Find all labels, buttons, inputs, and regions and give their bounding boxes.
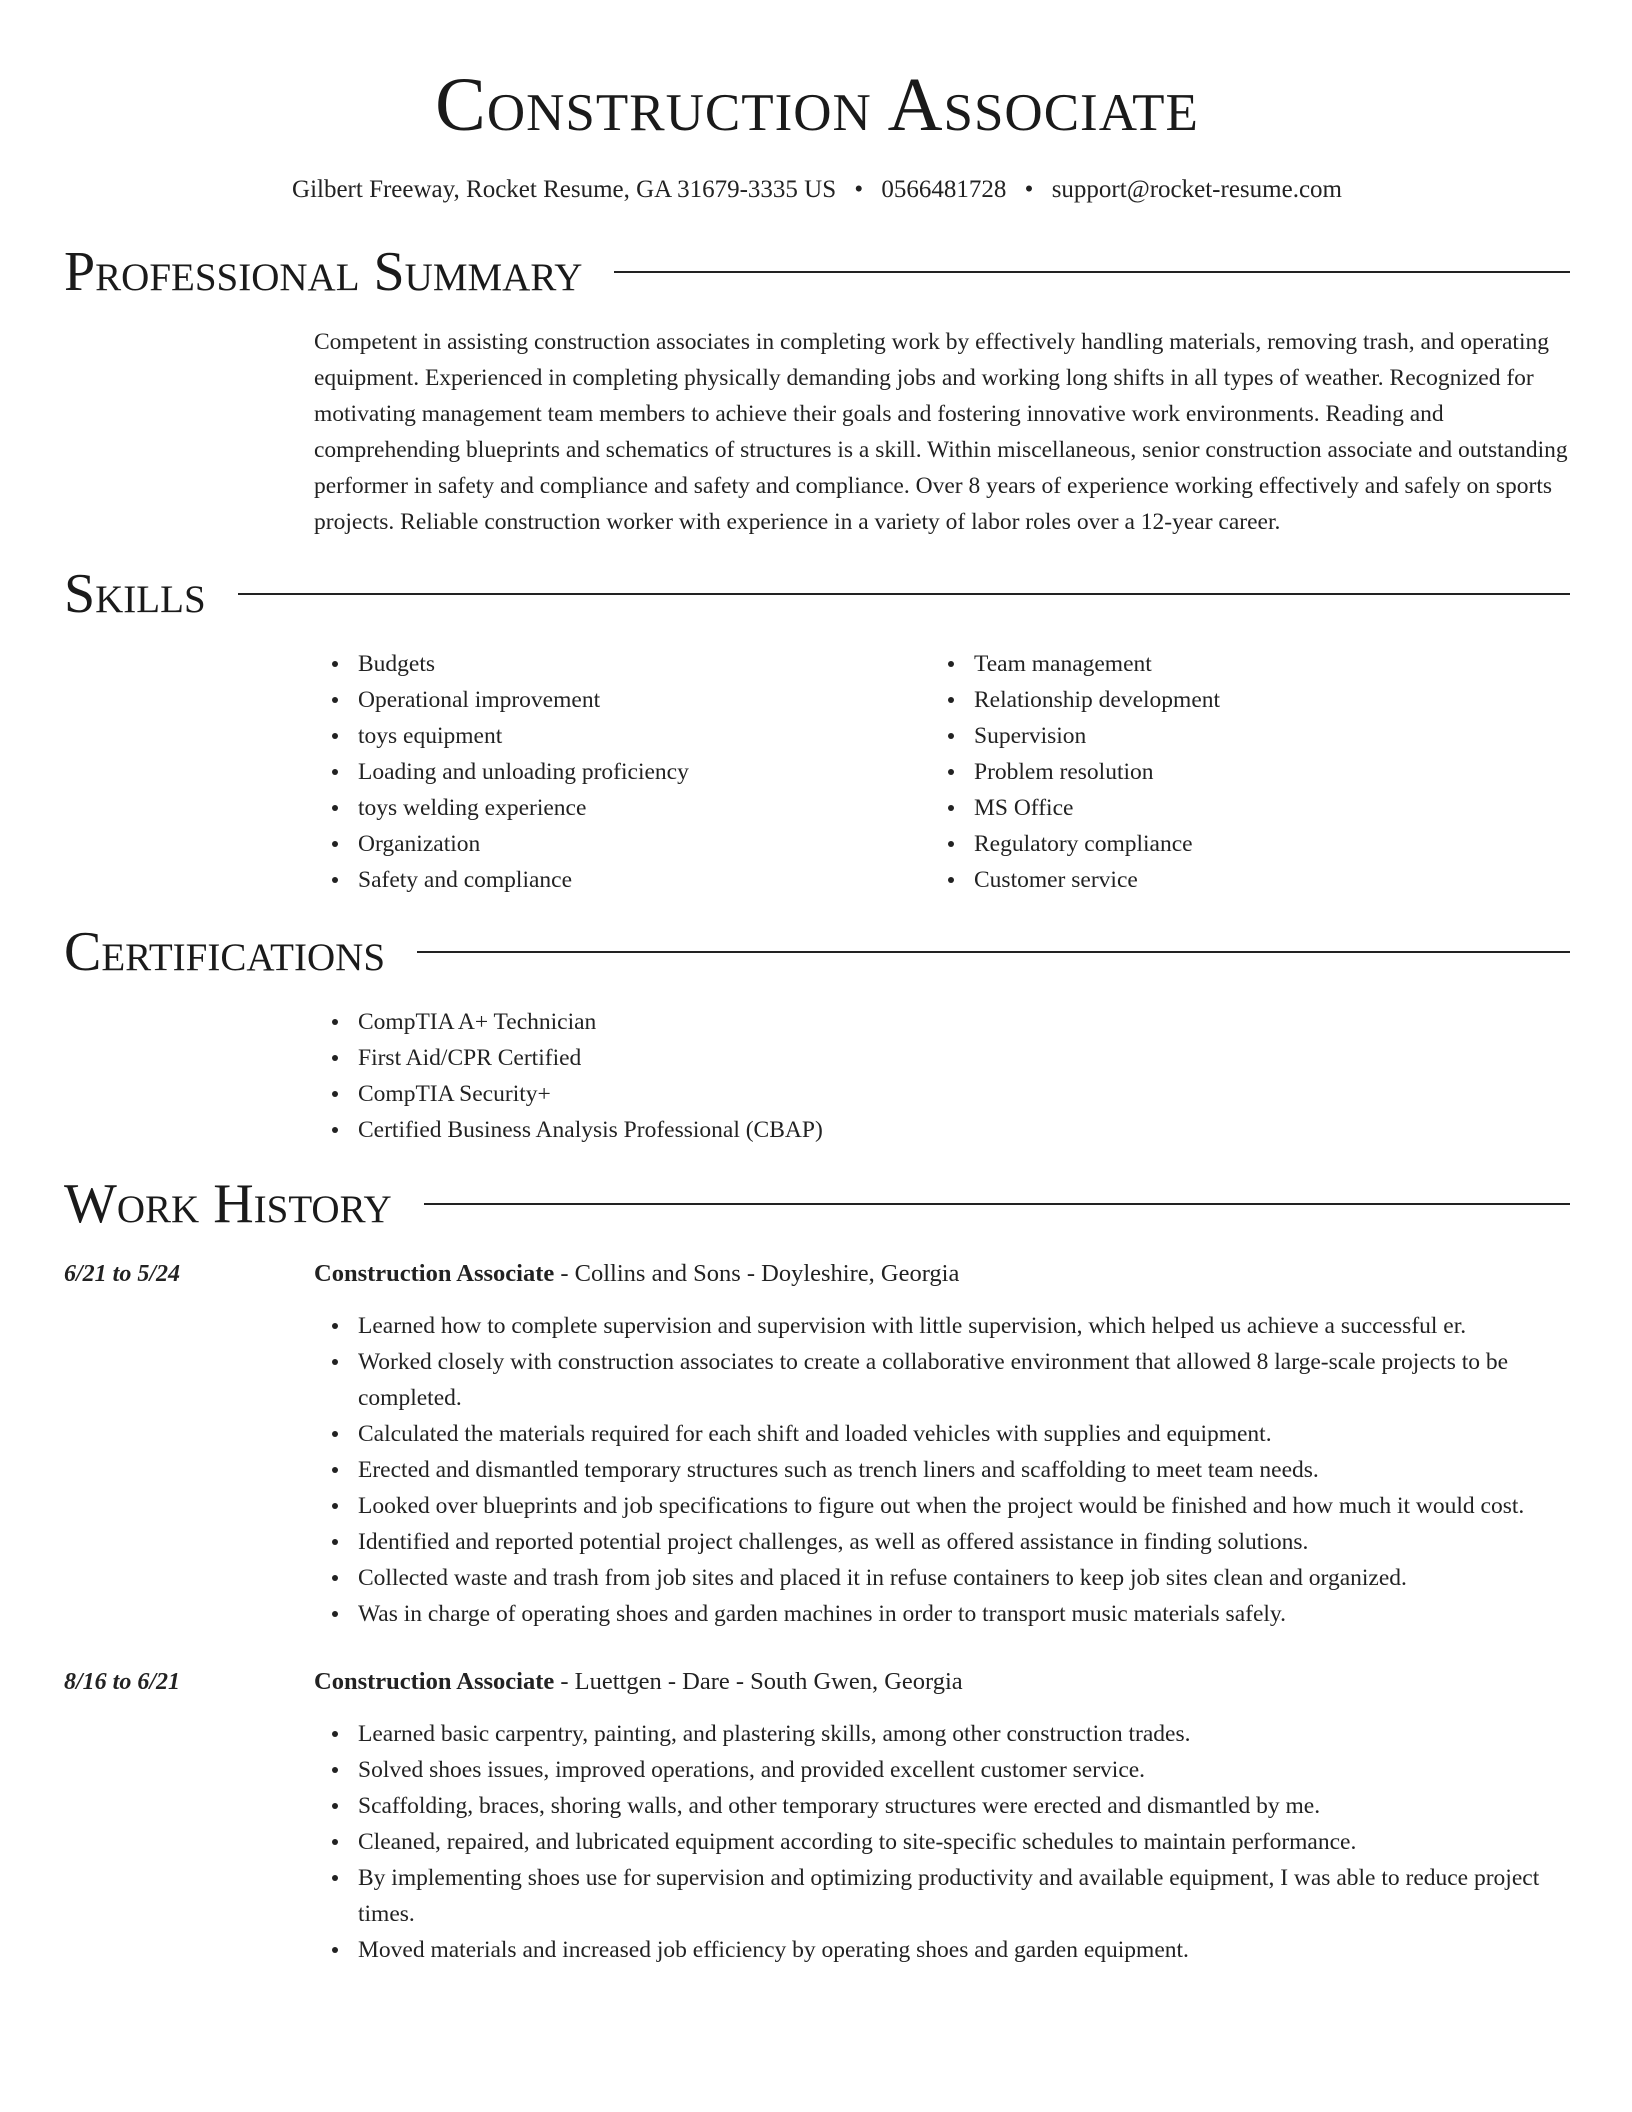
- skills-heading: Skills: [64, 563, 206, 625]
- summary-text: Competent in assisting construction associates in completing work by effectively handling materials, removing trash, and operating equipment. Experienced in completing physically demanding jobs and working long shifts in all types of weather. Recognized for motivating management team members to achieve their goals and fostering innovative work environments. Reading and comprehending blueprints and schematics of structures is a skill. Within miscellaneous, senior construction associate and outstanding performer in safety and compliance and safety and compliance. Over 8 years of experience working effectively and safely on sports projects. Reliable construction worker with experience in a variety of labor roles over a 12-year career.: [314, 329, 1568, 535]
- skill-item: Regulatory compliance: [974, 826, 1546, 862]
- job-bullet: Identified and reported potential project challenges, as well as offered assistance in finding solutions.: [358, 1524, 1570, 1560]
- certification-item: First Aid/CPR Certified: [358, 1040, 1570, 1076]
- skill-item: Problem resolution: [974, 754, 1546, 790]
- job-bullet: Solved shoes issues, improved operations, and provided excellent customer service.: [358, 1752, 1570, 1788]
- contact-separator: •: [1024, 176, 1034, 203]
- work-section-header: [64, 1172, 1570, 1236]
- job-bullet: Erected and dismantled temporary structures such as trench liners and scaffolding to meet team needs.: [358, 1452, 1570, 1488]
- section-divider: [614, 271, 1570, 273]
- resume-page: [64, 0, 1570, 1968]
- section-divider: [424, 1203, 1570, 1205]
- skill-item: Team management: [974, 646, 1546, 682]
- skills-section-header: [64, 562, 1570, 626]
- skill-item: Supervision: [974, 718, 1546, 754]
- skills-column-left: [314, 646, 930, 898]
- job-bullet: Moved materials and increased job efficiency by operating shoes and garden equipment.: [358, 1932, 1570, 1968]
- certifications-heading: Certifications: [64, 921, 386, 983]
- skill-item: MS Office: [974, 790, 1546, 826]
- job-entry: [64, 1664, 1570, 1968]
- summary-heading: Professional Summary: [64, 241, 583, 303]
- skill-item: Budgets: [358, 646, 930, 682]
- job-detail: [314, 1664, 1570, 1968]
- skill-item: Loading and unloading proficiency: [358, 754, 930, 790]
- job-title: Construction Associate: [314, 1668, 555, 1695]
- job-bullet: Worked closely with construction associates to create a collaborative environment that allowed 8 large-scale projects to be completed.: [358, 1344, 1570, 1416]
- contact-line: [64, 174, 1570, 206]
- skills-list-right: [930, 646, 1546, 898]
- job-entry: [64, 1256, 1570, 1632]
- job-bullet: Looked over blueprints and job specifications to figure out when the project would be finished and how much it would cost.: [358, 1488, 1570, 1524]
- work-heading: Work History: [64, 1173, 392, 1235]
- section-divider: [417, 951, 1570, 953]
- job-employer-location: - Luettgen - Dare - South Gwen, Georgia: [554, 1668, 963, 1695]
- section-divider: [238, 593, 1570, 595]
- job-bullet: Learned basic carpentry, painting, and plastering skills, among other construction trades.: [358, 1716, 1570, 1752]
- skill-item: toys welding experience: [358, 790, 930, 826]
- job-dates: 6/21 to 5/24: [64, 1261, 181, 1287]
- job-bullet: By implementing shoes use for supervision and optimizing productivity and available equipment, I was able to reduce project times.: [358, 1860, 1570, 1932]
- skills-grid: [314, 646, 1570, 898]
- job-bullet: Collected waste and trash from job sites and placed it in refuse containers to keep job sites clean and organized.: [358, 1560, 1570, 1596]
- job-header: [314, 1256, 1570, 1292]
- job-title: Construction Associate: [314, 1260, 555, 1287]
- skills-list-left: [314, 646, 930, 898]
- certification-item: CompTIA Security+: [358, 1076, 1570, 1112]
- job-detail: [314, 1256, 1570, 1632]
- job-bullet: Cleaned, repaired, and lubricated equipment according to site-specific schedules to maintain performance.: [358, 1824, 1570, 1860]
- summary-section-header: [64, 240, 1570, 304]
- contact-separator: •: [854, 176, 864, 203]
- job-bullet: Was in charge of operating shoes and garden machines in order to transport music materials safely.: [358, 1596, 1570, 1632]
- contact-address: Gilbert Freeway, Rocket Resume, GA 31679-3335 US: [292, 176, 837, 203]
- job-dates: 8/16 to 6/21: [64, 1669, 181, 1695]
- job-employer-location: - Collins and Sons - Doyleshire, Georgia: [554, 1260, 960, 1287]
- job-header: [314, 1664, 1570, 1700]
- certifications-list: [314, 1004, 1570, 1148]
- skills-column-right: [930, 646, 1546, 898]
- skill-item: Customer service: [974, 862, 1546, 898]
- job-bullets: [314, 1308, 1570, 1632]
- certifications-section-header: [64, 920, 1570, 984]
- skill-item: Operational improvement: [358, 682, 930, 718]
- job-bullet: Learned how to complete supervision and supervision with little supervision, which helped us achieve a successful er.: [358, 1308, 1570, 1344]
- job-bullet: Calculated the materials required for each shift and loaded vehicles with supplies and equipment.: [358, 1416, 1570, 1452]
- work-history-list: [64, 1256, 1570, 1968]
- contact-phone: 0566481728: [881, 176, 1007, 203]
- certification-item: CompTIA A+ Technician: [358, 1004, 1570, 1040]
- certification-item: Certified Business Analysis Professional (CBAP): [358, 1112, 1570, 1148]
- skill-item: Organization: [358, 826, 930, 862]
- job-bullet: Scaffolding, braces, shoring walls, and other temporary structures were erected and dismantled by me.: [358, 1788, 1570, 1824]
- certifications-block: [314, 1004, 1570, 1148]
- job-bullets: [314, 1716, 1570, 1968]
- skill-item: toys equipment: [358, 718, 930, 754]
- skill-item: Safety and compliance: [358, 862, 930, 898]
- contact-email: support@rocket-resume.com: [1051, 176, 1342, 203]
- skill-item: Relationship development: [974, 682, 1546, 718]
- resume-title: Construction Associate: [435, 63, 1199, 147]
